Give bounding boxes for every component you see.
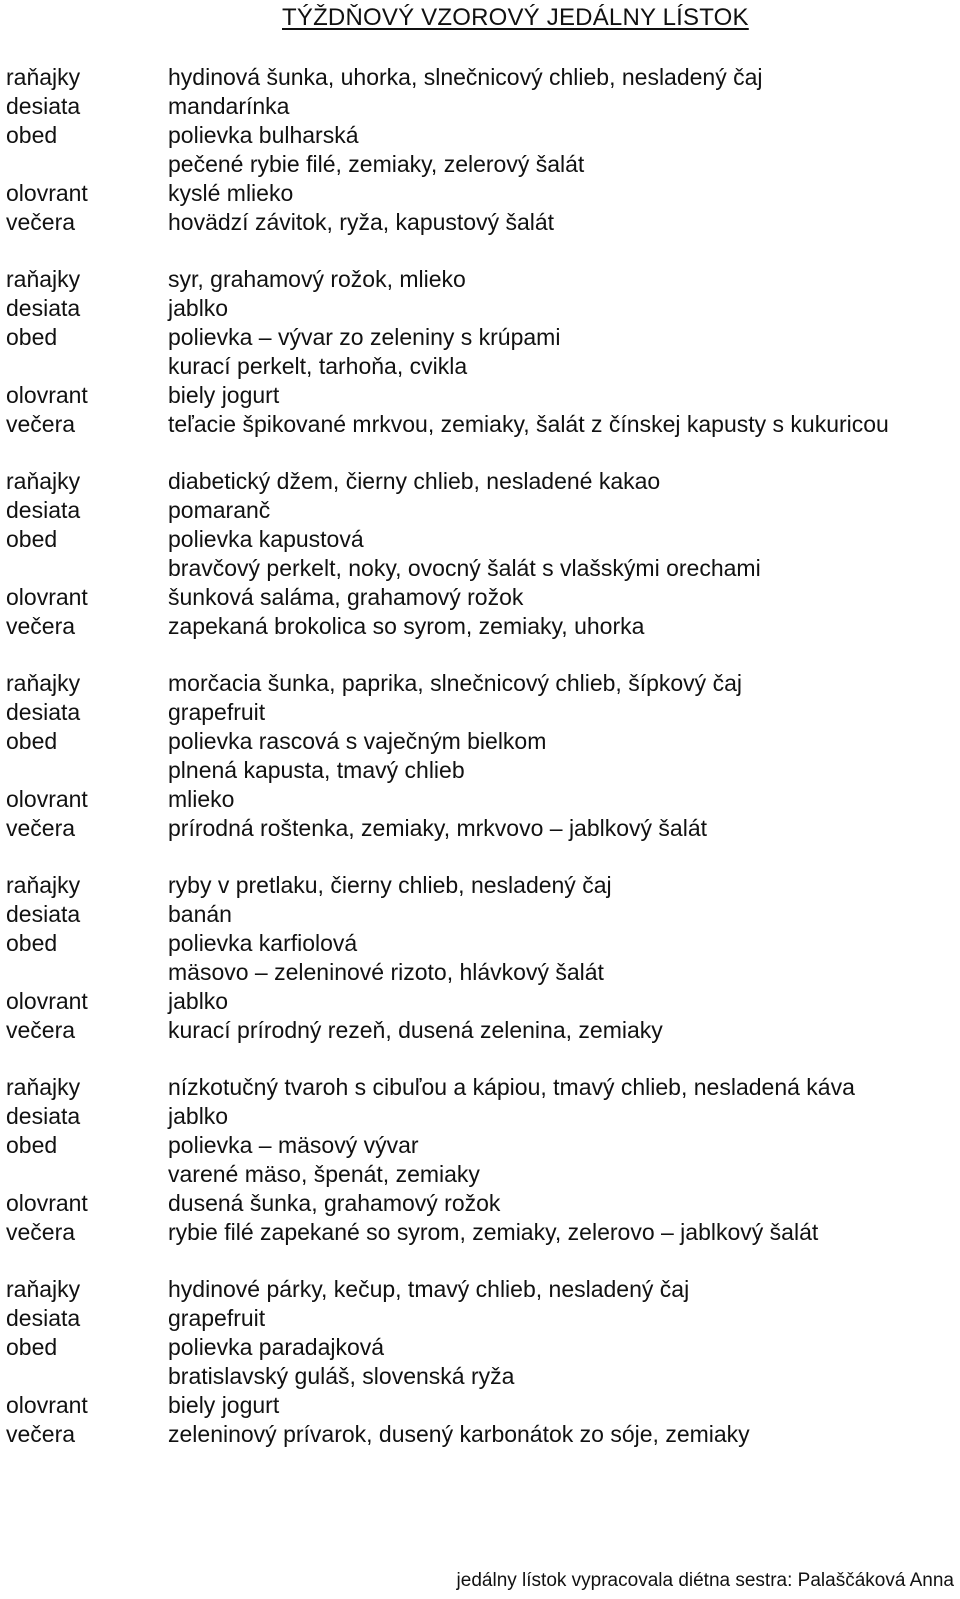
menu-row [6, 1102, 956, 1131]
page-title: TÝŽDŇOVÝ VZOROVÝ JEDÁLNY LÍSTOK [282, 4, 749, 31]
dish-text: polievka – vývar zo zeleniny s krúpami [168, 324, 561, 350]
menu-row [6, 1160, 956, 1189]
dish-text: bratislavský guláš, slovenská ryža [168, 1363, 515, 1389]
dish-text: jablko [168, 1103, 229, 1129]
meal-label: desiata [6, 93, 81, 119]
meal-label: desiata [6, 497, 81, 523]
meal-label: večera [6, 1421, 76, 1447]
dish-text: nízkotučný tvaroh s cibuľou a kápiou, tmavý chlieb, nesladená káva [168, 1074, 855, 1100]
menu-row [6, 63, 956, 92]
menu-row [6, 265, 956, 294]
menu-row [6, 92, 956, 121]
dish-text: polievka paradajková [168, 1334, 385, 1360]
dish-text: kurací prírodný rezeň, dusená zelenina, zemiaky [168, 1017, 663, 1043]
menu-row [6, 727, 956, 756]
menu-row [6, 669, 956, 698]
menu-row [6, 121, 956, 150]
dish-text: kurací perkelt, tarhoňa, cvikla [168, 353, 468, 379]
dish-text: teľacie špikované mrkvou, zemiaky, šalát z čínskej kapusty s kukuricou [168, 411, 889, 437]
menu-row [6, 294, 956, 323]
meal-label: večera [6, 613, 76, 639]
dish-text: morčacia šunka, paprika, slnečnicový chlieb, šípkový čaj [168, 670, 742, 696]
meal-label: obed [6, 728, 58, 754]
dish-text: bravčový perkelt, noky, ovocný šalát s vlašskými orechami [168, 555, 761, 581]
meal-label: raňajky [6, 872, 81, 898]
menu-row [6, 958, 956, 987]
menu-day-block [6, 265, 956, 439]
dish-text: jablko [168, 988, 229, 1014]
dish-text: pomaranč [168, 497, 271, 523]
dish-text: pečené rybie filé, zemiaky, zelerový šalát [168, 151, 585, 177]
meal-label: raňajky [6, 1074, 81, 1100]
dish-text: syr, grahamový rožok, mlieko [168, 266, 466, 292]
menu-row [6, 323, 956, 352]
meal-label: obed [6, 930, 58, 956]
meal-label: obed [6, 122, 58, 148]
menu-row [6, 179, 956, 208]
dish-text: mlieko [168, 786, 235, 812]
meal-label: obed [6, 324, 58, 350]
menu-row [6, 525, 956, 554]
weekly-menu [6, 63, 956, 1477]
dish-text: biely jogurt [168, 1392, 280, 1418]
dish-text: šunková saláma, grahamový rožok [168, 584, 524, 610]
dish-text: hydinové párky, kečup, tmavý chlieb, nesladený čaj [168, 1276, 690, 1302]
menu-row [6, 150, 956, 179]
menu-row [6, 352, 956, 381]
meal-label: olovrant [6, 1392, 88, 1418]
meal-label [6, 756, 168, 785]
meal-label: olovrant [6, 180, 88, 206]
menu-row [6, 554, 956, 583]
menu-row [6, 785, 956, 814]
meal-label: desiata [6, 1305, 81, 1331]
menu-row [6, 583, 956, 612]
meal-label: raňajky [6, 468, 81, 494]
meal-label: olovrant [6, 584, 88, 610]
menu-row [6, 1016, 956, 1045]
dish-text: mäsovo – zeleninové rizoto, hlávkový šalát [168, 959, 604, 985]
meal-label: desiata [6, 1103, 81, 1129]
menu-day-block [6, 669, 956, 843]
menu-row [6, 900, 956, 929]
meal-label: večera [6, 1219, 76, 1245]
meal-label: olovrant [6, 382, 88, 408]
dish-text: banán [168, 901, 232, 927]
dish-text: hovädzí závitok, ryža, kapustový šalát [168, 209, 555, 235]
dish-text: grapefruit [168, 699, 266, 725]
menu-row [6, 612, 956, 641]
menu-row [6, 698, 956, 727]
menu-row [6, 814, 956, 843]
dish-text: zeleninový prívarok, dusený karbonátok zo sóje, zemiaky [168, 1421, 750, 1447]
dish-text: mandarínka [168, 93, 290, 119]
meal-label: obed [6, 1132, 58, 1158]
footer-author-note: jedálny lístok vypracovala diétna sestra: Palaščáková Anna [456, 1570, 954, 1591]
menu-row [6, 1333, 956, 1362]
meal-label: obed [6, 1334, 58, 1360]
menu-row [6, 1362, 956, 1391]
menu-row [6, 381, 956, 410]
meal-label: olovrant [6, 1190, 88, 1216]
dish-text: polievka kapustová [168, 526, 364, 552]
meal-label: obed [6, 526, 58, 552]
menu-row [6, 929, 956, 958]
meal-label [6, 958, 168, 987]
meal-label: večera [6, 209, 76, 235]
menu-row [6, 1391, 956, 1420]
meal-label: desiata [6, 295, 81, 321]
meal-label: večera [6, 1017, 76, 1043]
meal-label [6, 1362, 168, 1391]
menu-row [6, 208, 956, 237]
meal-label: večera [6, 411, 76, 437]
dish-text: diabetický džem, čierny chlieb, nesladené kakao [168, 468, 661, 494]
menu-row [6, 496, 956, 525]
menu-day-block [6, 871, 956, 1045]
meal-label: olovrant [6, 988, 88, 1014]
menu-row [6, 756, 956, 785]
meal-label: raňajky [6, 64, 81, 90]
menu-day-block [6, 467, 956, 641]
meal-label [6, 150, 168, 179]
meal-label: raňajky [6, 670, 81, 696]
menu-row [6, 871, 956, 900]
dish-text: biely jogurt [168, 382, 280, 408]
dish-text: jablko [168, 295, 229, 321]
dish-text: plnená kapusta, tmavý chlieb [168, 757, 465, 783]
menu-row [6, 467, 956, 496]
dish-text: dusená šunka, grahamový rožok [168, 1190, 501, 1216]
dish-text: polievka bulharská [168, 122, 359, 148]
meal-label [6, 352, 168, 381]
dish-text: polievka karfiolová [168, 930, 358, 956]
dish-text: ryby v pretlaku, čierny chlieb, nesladený čaj [168, 872, 612, 898]
menu-row [6, 1218, 956, 1247]
dish-text: kyslé mlieko [168, 180, 294, 206]
menu-row [6, 410, 956, 439]
menu-row [6, 1275, 956, 1304]
meal-label [6, 1160, 168, 1189]
menu-row [6, 987, 956, 1016]
dish-text: zapekaná brokolica so syrom, zemiaky, uhorka [168, 613, 645, 639]
dish-text: varené mäso, špenát, zemiaky [168, 1161, 480, 1187]
menu-day-block [6, 63, 956, 237]
meal-label: desiata [6, 901, 81, 927]
dish-text: prírodná roštenka, zemiaky, mrkvovo – jablkový šalát [168, 815, 708, 841]
menu-day-block [6, 1275, 956, 1449]
meal-label [6, 554, 168, 583]
meal-label: raňajky [6, 266, 81, 292]
dish-text: polievka – mäsový vývar [168, 1132, 419, 1158]
dish-text: grapefruit [168, 1305, 266, 1331]
meal-label: raňajky [6, 1276, 81, 1302]
dish-text: rybie filé zapekané so syrom, zemiaky, zelerovo – jablkový šalát [168, 1219, 819, 1245]
menu-row [6, 1420, 956, 1449]
meal-label: desiata [6, 699, 81, 725]
menu-row [6, 1131, 956, 1160]
menu-row [6, 1073, 956, 1102]
menu-row [6, 1189, 956, 1218]
menu-day-block [6, 1073, 956, 1247]
meal-label: olovrant [6, 786, 88, 812]
meal-label: večera [6, 815, 76, 841]
menu-row [6, 1304, 956, 1333]
dish-text: polievka rascová s vaječným bielkom [168, 728, 547, 754]
dish-text: hydinová šunka, uhorka, slnečnicový chlieb, nesladený čaj [168, 64, 763, 90]
